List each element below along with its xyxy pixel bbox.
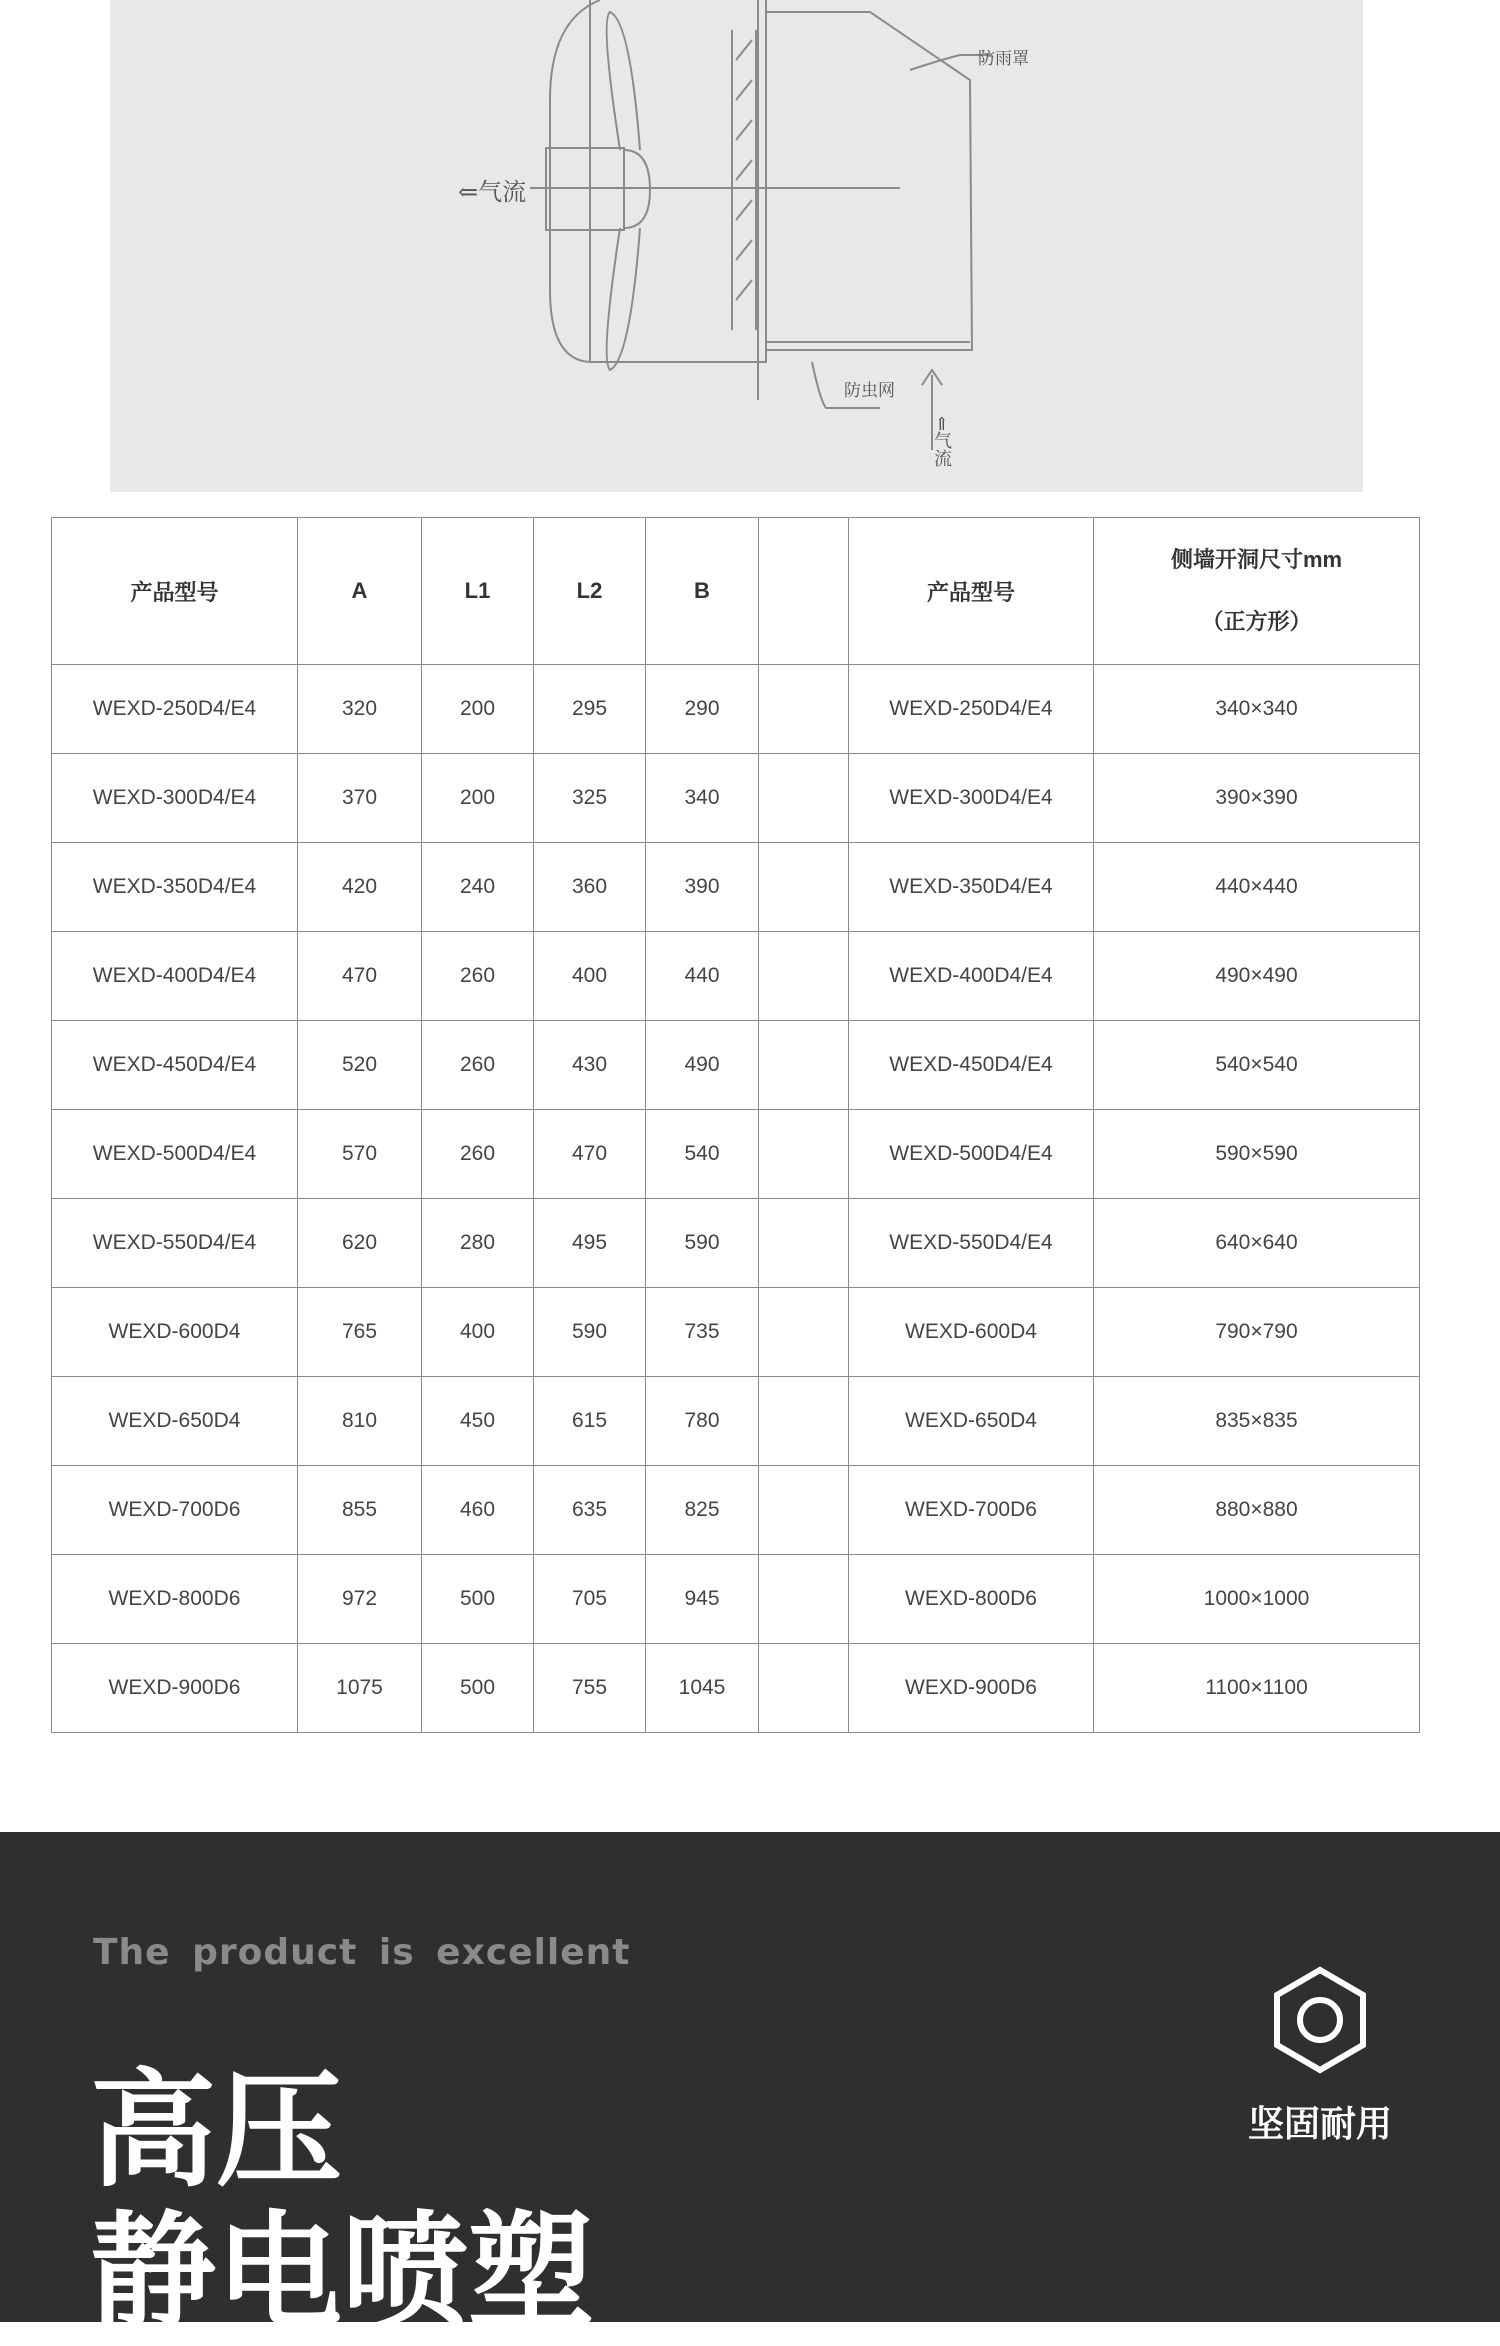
- table-cell: WEXD-400D4/E4: [849, 932, 1094, 1021]
- table-cell: 835×835: [1094, 1377, 1420, 1466]
- table-cell: 390×390: [1094, 754, 1420, 843]
- rain-cover-label: 防雨罩: [978, 49, 1029, 69]
- table-cell: 360: [534, 843, 646, 932]
- table-cell: 972: [298, 1555, 422, 1644]
- table-cell: 470: [298, 932, 422, 1021]
- table-body: [52, 665, 1420, 1733]
- table-cell: 400: [534, 932, 646, 1021]
- table-cell: [759, 754, 849, 843]
- header-model: 产品型号: [52, 518, 298, 665]
- table-cell: WEXD-800D6: [52, 1555, 298, 1644]
- table-row: [52, 1110, 1420, 1199]
- table-cell: WEXD-450D4/E4: [52, 1021, 298, 1110]
- table-cell: 705: [534, 1555, 646, 1644]
- table-cell: 1045: [646, 1644, 759, 1733]
- header-a: A: [298, 518, 422, 665]
- table-cell: 295: [534, 665, 646, 754]
- table-cell: 500: [422, 1555, 534, 1644]
- table-cell: 500: [422, 1644, 534, 1733]
- table-cell: WEXD-900D6: [52, 1644, 298, 1733]
- fan-drawing: [110, 0, 1363, 492]
- table-cell: 260: [422, 1110, 534, 1199]
- header-l1: L1: [422, 518, 534, 665]
- table-cell: 855: [298, 1466, 422, 1555]
- table-row: [52, 1288, 1420, 1377]
- table-cell: WEXD-650D4: [52, 1377, 298, 1466]
- table-cell: 420: [298, 843, 422, 932]
- table-cell: [759, 1644, 849, 1733]
- table-row: [52, 1377, 1420, 1466]
- table-cell: 765: [298, 1288, 422, 1377]
- table-cell: 590: [534, 1288, 646, 1377]
- table-cell: [759, 1199, 849, 1288]
- table-cell: 590×590: [1094, 1110, 1420, 1199]
- table-cell: 615: [534, 1377, 646, 1466]
- headline-line-1: 高压: [90, 2057, 342, 2204]
- table-cell: WEXD-250D4/E4: [849, 665, 1094, 754]
- table-cell: 320: [298, 665, 422, 754]
- table-cell: WEXD-650D4: [849, 1377, 1094, 1466]
- table-row: [52, 1555, 1420, 1644]
- table-cell: [759, 1377, 849, 1466]
- table-cell: 260: [422, 932, 534, 1021]
- table-cell: 430: [534, 1021, 646, 1110]
- table-cell: 1100×1100: [1094, 1644, 1420, 1733]
- table-row: [52, 1199, 1420, 1288]
- header-blank: [759, 518, 849, 665]
- table-cell: 400: [422, 1288, 534, 1377]
- header-opening-size: [1094, 518, 1420, 665]
- header-opening-size-line1: 侧墙开洞尺寸mm: [1170, 547, 1343, 572]
- table-cell: 460: [422, 1466, 534, 1555]
- table-cell: 490: [646, 1021, 759, 1110]
- fan-diagram: [110, 0, 1363, 492]
- table-cell: WEXD-450D4/E4: [849, 1021, 1094, 1110]
- header-b: B: [646, 518, 759, 665]
- table-cell: WEXD-900D6: [849, 1644, 1094, 1733]
- table-cell: WEXD-300D4/E4: [52, 754, 298, 843]
- table-cell: 240: [422, 843, 534, 932]
- table-cell: 260: [422, 1021, 534, 1110]
- table-cell: 495: [534, 1199, 646, 1288]
- hexagon-nut-icon: [1270, 1966, 1370, 2074]
- table-cell: [759, 932, 849, 1021]
- table-cell: WEXD-600D4: [52, 1288, 298, 1377]
- table-cell: 290: [646, 665, 759, 754]
- table-cell: 280: [422, 1199, 534, 1288]
- table-row: [52, 932, 1420, 1021]
- table-cell: 440×440: [1094, 843, 1420, 932]
- table-cell: WEXD-500D4/E4: [52, 1110, 298, 1199]
- table-cell: 755: [534, 1644, 646, 1733]
- promo-section: [0, 1832, 1500, 2346]
- table-cell: WEXD-550D4/E4: [52, 1199, 298, 1288]
- table-cell: 520: [298, 1021, 422, 1110]
- table-cell: 540×540: [1094, 1021, 1420, 1110]
- table-cell: 780: [646, 1377, 759, 1466]
- headline: [90, 2057, 594, 2346]
- table-cell: [759, 843, 849, 932]
- table-cell: WEXD-500D4/E4: [849, 1110, 1094, 1199]
- table-row: [52, 754, 1420, 843]
- table-cell: [759, 1021, 849, 1110]
- table-cell: WEXD-550D4/E4: [849, 1199, 1094, 1288]
- table-cell: 570: [298, 1110, 422, 1199]
- table-cell: WEXD-800D6: [849, 1555, 1094, 1644]
- table-cell: [759, 1288, 849, 1377]
- tagline: The product is excellent: [93, 1932, 631, 1973]
- header-opening-size-line2: （正方形）: [1201, 609, 1312, 634]
- table-cell: WEXD-350D4/E4: [849, 843, 1094, 932]
- table-cell: 370: [298, 754, 422, 843]
- table-cell: 540: [646, 1110, 759, 1199]
- table-cell: 390: [646, 843, 759, 932]
- table-cell: 620: [298, 1199, 422, 1288]
- feature-durable: [1230, 1966, 1410, 2147]
- table-cell: 340×340: [1094, 665, 1420, 754]
- table-cell: 1000×1000: [1094, 1555, 1420, 1644]
- table-cell: WEXD-400D4/E4: [52, 932, 298, 1021]
- table-cell: 450: [422, 1377, 534, 1466]
- table-cell: [759, 1110, 849, 1199]
- table-cell: 340: [646, 754, 759, 843]
- table-cell: 635: [534, 1466, 646, 1555]
- table-cell: 945: [646, 1555, 759, 1644]
- feature-label: 坚固耐用: [1247, 2104, 1392, 2145]
- table-cell: WEXD-250D4/E4: [52, 665, 298, 754]
- table-cell: 440: [646, 932, 759, 1021]
- table-cell: 735: [646, 1288, 759, 1377]
- table-cell: WEXD-700D6: [52, 1466, 298, 1555]
- table-row: [52, 1644, 1420, 1733]
- table-cell: 470: [534, 1110, 646, 1199]
- table-cell: 490×490: [1094, 932, 1420, 1021]
- table-cell: WEXD-700D6: [849, 1466, 1094, 1555]
- airflow-bottom-label: ⇐气流: [931, 416, 952, 468]
- table-cell: 200: [422, 754, 534, 843]
- table-cell: [759, 1466, 849, 1555]
- table-cell: 790×790: [1094, 1288, 1420, 1377]
- table-cell: 880×880: [1094, 1466, 1420, 1555]
- table-cell: 810: [298, 1377, 422, 1466]
- headline-line-2: 静电喷塑: [90, 2199, 594, 2346]
- table-row: [52, 1466, 1420, 1555]
- table-cell: [759, 1555, 849, 1644]
- table-cell: [759, 665, 849, 754]
- table-cell: 825: [646, 1466, 759, 1555]
- table-row: [52, 843, 1420, 932]
- table-cell: 1075: [298, 1644, 422, 1733]
- header-l2: L2: [534, 518, 646, 665]
- spec-table: [51, 517, 1420, 1733]
- table-row: [52, 665, 1420, 754]
- table-cell: 325: [534, 754, 646, 843]
- table-header-row: [52, 518, 1420, 665]
- table-cell: WEXD-600D4: [849, 1288, 1094, 1377]
- header-model-2: 产品型号: [849, 518, 1094, 665]
- table-cell: 200: [422, 665, 534, 754]
- table-cell: 590: [646, 1199, 759, 1288]
- bug-screen-label: 防虫网: [844, 381, 895, 401]
- table-cell: 640×640: [1094, 1199, 1420, 1288]
- airflow-left-label: ⇐气流: [458, 178, 527, 206]
- table-row: [52, 1021, 1420, 1110]
- table-cell: WEXD-350D4/E4: [52, 843, 298, 932]
- table-cell: WEXD-300D4/E4: [849, 754, 1094, 843]
